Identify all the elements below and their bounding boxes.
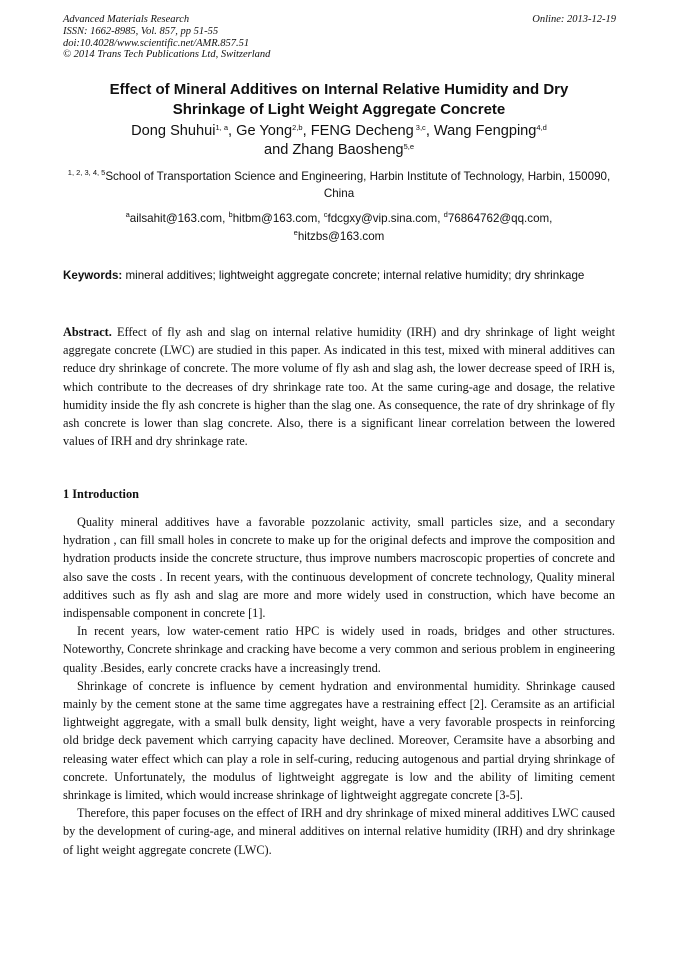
author-name: Wang Fengping	[433, 123, 537, 139]
body-paragraph: In recent years, low water-cement ratio HPC is widely used in roads, bridges and other structures. Noteworthy, Concrete shrinkage and cracking have become a very common and serious problem in engineering quality .Besides, early concrete cracks have a increasingly trend.	[63, 624, 615, 675]
body-paragraph: Shrinkage of concrete is influence by cement hydration and environmental humidity. Shrinkage caused mainly by the cement stone at the same time aggregates have a restraining effect [2]. Ceramsite as an artificial lightweight aggregate, with a small bulk density, light weight, have a very favorable prospects in reinforcing old bridge deck pavement which carrying capacity have declined. Moreover, Ceramsite have a absorbing and releasing water effect which can play a role in self-curing, reducing autogenous and partial drying shrinkage of concrete. Unfortunately, the modulus of lightweight aggregate is low and the ability of limiting cement shrinkage is limited, which would increase shrinkage of lightweight aggregate concrete [3-5].	[63, 678, 615, 803]
email-address: 76864762@qq.com,	[447, 212, 553, 225]
affiliation-text: School of Transportation Science and Engineering, Harbin Institute of Technology, Harbin, 150090, China	[105, 170, 611, 200]
section-body	[63, 513, 615, 859]
email-sup: b	[228, 210, 233, 219]
author-sep: ,	[228, 123, 237, 139]
email-address: hitbm@163.com,	[232, 212, 324, 225]
title-line-1: Effect of Mineral Additives on Internal Relative Humidity and Dry	[109, 81, 569, 98]
email-address: hitzbs@163.com	[297, 230, 385, 243]
keywords-label: Keywords:	[63, 269, 123, 282]
author-name: and Zhang Baosheng	[263, 142, 404, 158]
abstract-text: Effect of fly ash and slag on internal relative humidity (IRH) and dry shrinkage of light weight aggregate concrete (LWC) are studied in this paper. As indicated in this test, mixed with mineral additives can reduce dry shrinkage of concrete. The more volume of fly ash and slag ash, the lower decrease speed of IRH is, which contribute to the decreases of dry shrinkage rate too. At the same curing-age and dosage, the relative humidity inside the fly ash concrete is higher than the slag one. As consequence, the rate of dry shrinkage of fly ash concrete is lower than slag concrete. Also, there is a significant linear correlation between the lowered values of IRH and dry shrinkage rate.	[63, 325, 615, 449]
author-sup: 4,d	[536, 123, 547, 132]
title-line-2: Shrinkage of Light Weight Aggregate Concrete	[172, 101, 506, 118]
email-address: fdcgxy@vip.sina.com,	[327, 212, 444, 225]
email-sup: c	[323, 210, 328, 219]
keywords-text: mineral additives; lightweight aggregate concrete; internal relative humidity; dry shrinkage	[122, 269, 585, 282]
body-paragraph: Therefore, this paper focuses on the effect of IRH and dry shrinkage of mixed mineral additives LWC caused by the development of curing-age, and mineral additives on internal relative humidity (IRH) and dry shrinkage of light weight aggregate concrete (LWC).	[63, 806, 615, 857]
author-sup: 1, a	[215, 123, 229, 132]
email-sup: d	[443, 210, 448, 219]
author-sep: ,	[425, 123, 434, 139]
section-heading: 1 Introduction	[63, 487, 139, 501]
body-paragraph: Quality mineral additives have a favorable pozzolanic activity, small particles size, and a secondary hydration , can fill small holes in concrete to make up for the original defects and improve the composition and hydration products inside the concrete structure, thus improve numbers macroscopic properties of concrete and also save the costs . In recent years, with the continuous development of concrete technology, Quality mineral additives such as fly ash and slag are more and more widely used in construction, which have become an indispensable component in concrete [1].	[63, 515, 615, 621]
author-line-1	[63, 122, 615, 141]
abstract-label: Abstract.	[63, 325, 112, 339]
email-list	[63, 210, 615, 246]
author-name: FENG Decheng	[310, 123, 414, 139]
copyright-line: © 2014 Trans Tech Publications Ltd, Switzerland	[63, 49, 271, 61]
journal-header	[63, 14, 270, 61]
doi-line: doi:10.4028/www.scientific.net/AMR.857.51	[63, 37, 250, 49]
affiliation	[63, 168, 615, 202]
author-name: Dong Shuhui	[131, 123, 216, 139]
email-address: ailsahit@163.com,	[129, 212, 229, 225]
journal-name: Advanced Materials Research	[63, 14, 190, 25]
email-line-1	[63, 210, 615, 228]
email-line-2	[63, 228, 615, 246]
author-list	[63, 122, 615, 160]
email-sup: e	[293, 228, 298, 237]
issn-line: ISSN: 1662-8985, Vol. 857, pp 51-55	[63, 25, 219, 37]
keywords-block	[63, 267, 615, 285]
author-sup: 5,e	[403, 142, 414, 151]
online-date: Online: 2013-12-19	[532, 14, 616, 25]
abstract-block	[63, 323, 615, 450]
paper-title	[63, 80, 615, 120]
affiliation-sup: 1, 2, 3, 4, 5	[67, 168, 106, 177]
email-sup: a	[125, 210, 130, 219]
author-name: Ge Yong	[236, 123, 293, 139]
author-line-2	[63, 141, 615, 160]
author-sup: 2,b	[292, 123, 303, 132]
author-sep: ,	[302, 123, 311, 139]
author-sup: 3,c	[413, 123, 426, 132]
